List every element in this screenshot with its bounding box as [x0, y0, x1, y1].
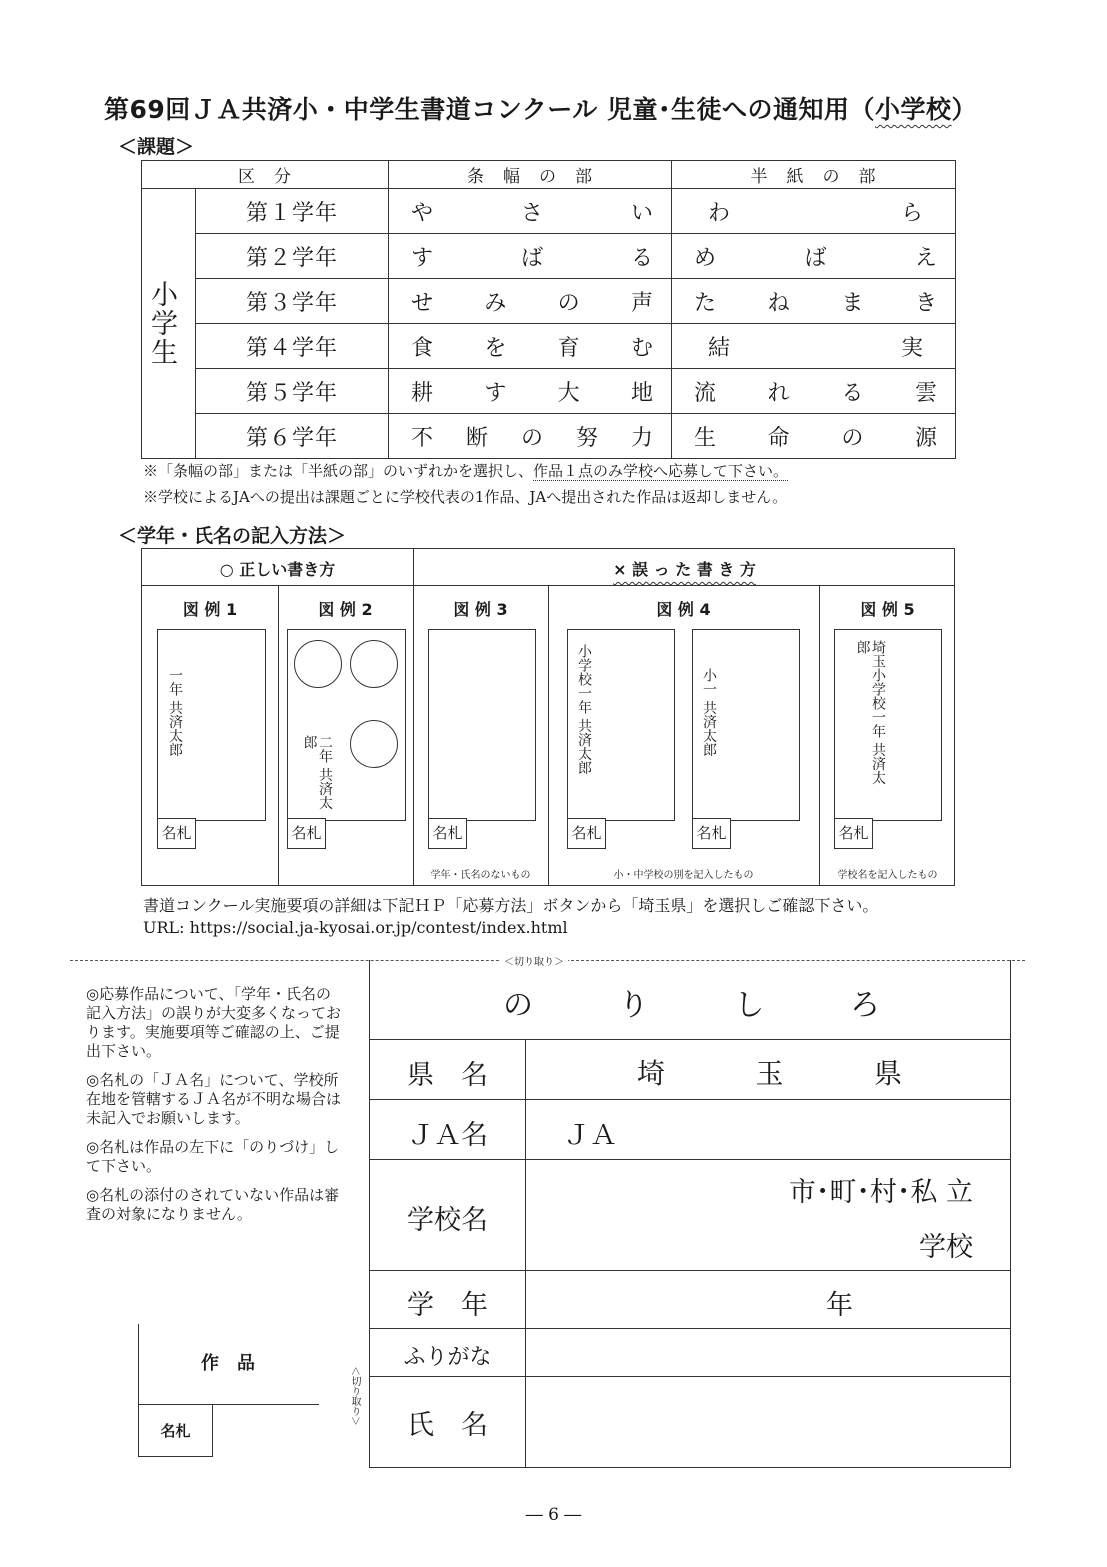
example-4a-paper [567, 629, 675, 821]
example-5-tag: 名札 [834, 818, 873, 849]
note-select: ※「条幅の部」または「半紙の部」のいずれかを選択し、作品１点のみ学校へ応募して下さい。 [143, 462, 789, 480]
name-label: 氏 名 [407, 1410, 488, 1441]
jofuku-char: む [630, 335, 653, 361]
character-circle [350, 640, 398, 688]
hanshi-char: れ [767, 380, 790, 406]
cut-label: ＜切り取り＞ [500, 953, 568, 968]
example-2-paper [287, 629, 406, 821]
jofuku-char: 大 [557, 380, 580, 406]
school-row [370, 1159, 1010, 1271]
hanshi-char: ば [804, 245, 827, 271]
name-heading: ＜学年・氏名の記入方法＞ [118, 525, 347, 547]
hanshi-char: め [694, 245, 717, 271]
grade-cell: 第４学年 [196, 324, 389, 369]
jofuku-char: 育 [557, 335, 580, 361]
jofuku-cell [389, 189, 672, 234]
example-3-caption: 学年・氏名のないもの [430, 870, 531, 881]
jofuku-char: 食 [411, 335, 434, 361]
jofuku-char: せ [411, 290, 434, 316]
jofuku-char: や [411, 200, 434, 226]
note-item: ◎応募作品について、「学年・氏名の記入方法」の誤りが大変多くなっております。実施要項等ご確認の上、ご提出下さい。 [86, 985, 342, 1060]
hanshi-char: 流 [694, 380, 717, 406]
school-suffix: 学校 [919, 1232, 973, 1263]
jofuku-char: 努 [575, 425, 598, 451]
ja-label: ＪＡ名 [407, 1120, 488, 1151]
jofuku-char: の [520, 425, 543, 451]
grade-cell: 第３学年 [196, 279, 389, 324]
hanshi-char: 源 [914, 425, 937, 451]
example-5-label: 図 例 5 [860, 600, 915, 619]
work-label: 作 品 [201, 1353, 255, 1374]
example-1-tag: 名札 [157, 818, 196, 849]
jofuku-char: 地 [630, 380, 653, 406]
task-table [141, 160, 956, 459]
jofuku-char: 声 [630, 290, 653, 316]
jofuku-char: を [484, 335, 507, 361]
jofuku-char: ば [520, 245, 543, 271]
category-cell [142, 189, 196, 459]
hanshi-char: 実 [900, 335, 923, 361]
name-tag-form [369, 960, 1011, 1468]
hanshi-char: わ [708, 200, 731, 226]
hanshi-char: ら [900, 200, 923, 226]
hanshi-char: え [914, 245, 937, 271]
hanshi-char: き [914, 290, 937, 316]
school-label: 学校名 [407, 1205, 488, 1236]
hanshi-char: 生 [694, 425, 717, 451]
hanshi-cell [672, 414, 956, 459]
example-4a-name: 小学校一年 共済太郎 [576, 644, 592, 775]
hanshi-char: ま [841, 290, 864, 316]
jofuku-char: さ [520, 200, 543, 226]
character-circle [294, 640, 342, 688]
jofuku-cell [389, 234, 672, 279]
hanshi-cell [672, 279, 956, 324]
note-item: ◎名札は作品の左下に「のりづけ」して下さい。 [86, 1138, 340, 1175]
jofuku-cell [389, 324, 672, 369]
jofuku-char: す [484, 380, 507, 406]
hanshi-cell [672, 369, 956, 414]
header-hanshi: 半 紙 の 部 [672, 161, 956, 189]
example-3-tag: 名札 [428, 818, 467, 849]
note-item: ◎名札の「ＪＡ名」について、学校所在地を管轄するＪＡ名が不明な場合は未記入でお願いします。 [86, 1071, 342, 1127]
grade-cell: 第２学年 [196, 234, 389, 279]
example-5-paper [834, 629, 942, 821]
name-row [370, 1376, 1010, 1467]
pref-row [370, 1039, 1010, 1100]
furigana-row [370, 1328, 1010, 1377]
example-1-name: 一年 共済太郎 [167, 668, 183, 757]
glue-area: の り し ろ [503, 988, 880, 1023]
page-number: ― 6 ― [525, 1505, 582, 1525]
example-3-paper [428, 629, 536, 821]
grade-row [370, 1270, 1010, 1329]
example-4-label: 図 例 4 [656, 600, 711, 619]
example-4b-tag: 名札 [692, 818, 731, 849]
task-row [142, 234, 956, 279]
hanshi-char: ね [767, 290, 790, 316]
jofuku-char: 力 [630, 425, 653, 451]
example-4a-tag: 名札 [567, 818, 606, 849]
page-title: 第69回ＪＡ共済小・中学生書道コンクール 児童･生徒への通知用（小学校） [104, 95, 978, 124]
example-2-name: 二年 共済太郎 [301, 735, 333, 810]
jofuku-char: 断 [465, 425, 488, 451]
jofuku-char: み [484, 290, 507, 316]
jofuku-char: る [630, 245, 653, 271]
hanshi-char: 雲 [914, 380, 937, 406]
jofuku-cell [389, 279, 672, 324]
school-type[interactable]: 市･町･村･私 立 [788, 1177, 973, 1208]
example-5-caption: 学校名を記入したもの [837, 870, 938, 881]
hanshi-char: 結 [708, 335, 731, 361]
hanshi-char: 命 [767, 425, 790, 451]
hanshi-cell [672, 189, 956, 234]
hanshi-cell [672, 324, 956, 369]
jofuku-char: の [557, 290, 580, 316]
grade-cell: 第６学年 [196, 414, 389, 459]
example-1-paper [157, 629, 266, 821]
example-4b-name: 小一 共済太郎 [701, 668, 717, 757]
grade-suffix[interactable]: 年 [826, 1290, 853, 1321]
jofuku-cell [389, 414, 672, 459]
grade-cell: 第５学年 [196, 369, 389, 414]
wrong-header: × 誤 っ た 書 き 方 [613, 560, 756, 579]
example-2-tag: 名札 [287, 818, 326, 849]
examples-box [141, 548, 955, 886]
note-item: ◎名札の添付のされていない作品は審査の対象になりません。 [86, 1186, 340, 1223]
jofuku-char: 不 [411, 425, 434, 451]
character-circle [350, 720, 398, 768]
work-diagram [138, 1324, 319, 1405]
header-category: 区 分 [142, 161, 389, 189]
task-row [142, 414, 956, 459]
hanshi-char: る [841, 380, 864, 406]
jofuku-cell [389, 369, 672, 414]
ja-row [370, 1099, 1010, 1160]
example-3-label: 図 例 3 [453, 600, 508, 619]
contest-url[interactable]: URL: https://social.ja-kyosai.or.jp/contest/index.html [143, 918, 568, 937]
example-5-name: 埼玉小学校一年 共済太郎 [854, 640, 886, 785]
cut-label-vertical: ＜切り取り＞ [349, 1366, 360, 1426]
jofuku-char: 耕 [411, 380, 434, 406]
task-row [142, 324, 956, 369]
example-4-caption: 小・中学校の別を記入したもの [613, 870, 754, 881]
task-heading: ＜課題＞ [118, 136, 195, 158]
hanshi-char: の [841, 425, 864, 451]
ja-value[interactable]: ＪＡ [563, 1120, 617, 1151]
grade-cell: 第１学年 [196, 189, 389, 234]
furigana-label: ふりがな [403, 1345, 492, 1370]
hanshi-char: た [694, 290, 717, 316]
pref-label: 県 名 [407, 1060, 488, 1091]
grade-label: 学 年 [407, 1290, 488, 1321]
task-row [142, 369, 956, 414]
info-text: 書道コンクール実施要項の詳細は下記ＨＰ「応募方法」ボタンから「埼玉県」を選択しご確認下さい。 [143, 896, 879, 915]
example-1-label: 図 例 1 [182, 600, 238, 619]
submission-notes [86, 985, 343, 1234]
category-label: 小学生 [146, 280, 177, 367]
jofuku-char: い [630, 200, 653, 226]
diagram-tag: 名札 [138, 1404, 213, 1457]
task-row [142, 279, 956, 324]
header-jofuku: 条 幅 の 部 [389, 161, 672, 189]
pref-value[interactable]: 埼 玉 県 [637, 1057, 902, 1090]
task-row [142, 189, 956, 234]
hanshi-cell [672, 234, 956, 279]
note-submit: ※学校によるJAへの提出は課題ごとに学校代表の1作品、JAへ提出された作品は返却しません。 [143, 488, 788, 506]
example-4b-paper [692, 629, 800, 821]
jofuku-char: す [411, 245, 434, 271]
correct-header: ○ 正しい書き方 [219, 560, 336, 579]
example-2-label: 図 例 2 [318, 600, 373, 619]
